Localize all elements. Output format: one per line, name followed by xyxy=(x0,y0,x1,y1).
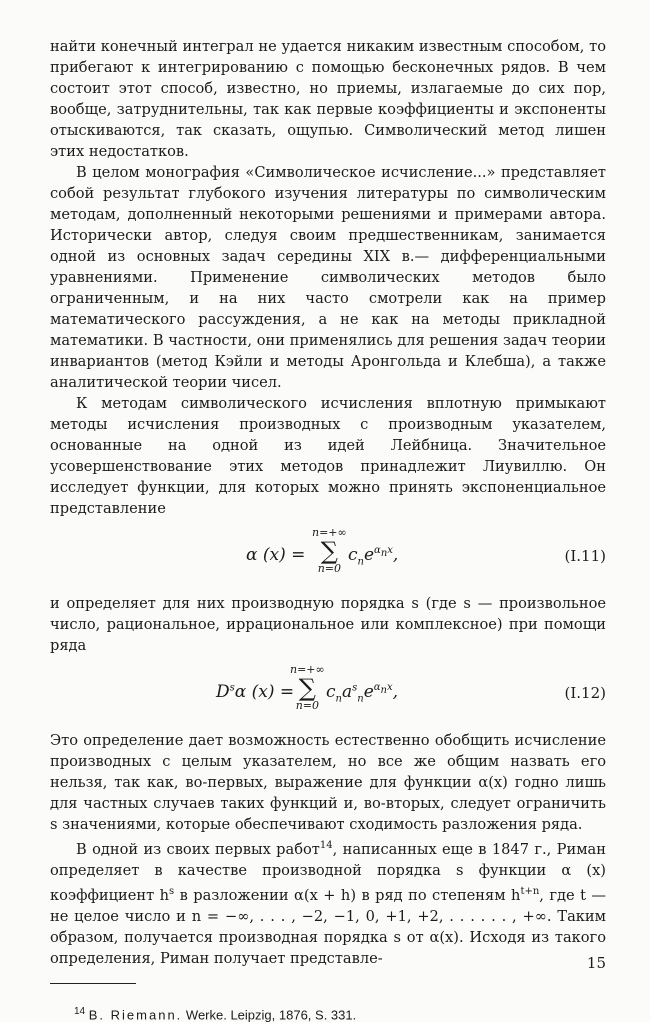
eq1-exp: αnx xyxy=(374,545,393,560)
paragraph-4: и определяет для них производную порядка s (где s — произвольное число, рациональное, иррациональное или комплексное) при помощи ряда xyxy=(50,595,606,654)
equation-i12 xyxy=(50,656,606,730)
eq2-number: (I.12) xyxy=(564,684,606,702)
paragraph-3: К методам символического исчисления вплотную примыкают методы исчисления производных с производным указателем, основанные на одной из идей Лейбница. Значительное усовершенствование этих методов принадлежит Лиувиллю. Он исследует функции, для которых можно принять экспоненциальное представление xyxy=(50,395,606,517)
eq2-rhs: $c_na^s_ne^{\alpha_nx}$, xyxy=(326,682,399,705)
eq1-comma: , xyxy=(392,545,399,565)
footnote-rule xyxy=(50,983,136,984)
eq2-sigma: ∑ xyxy=(298,674,316,702)
footnote-text: Werke. Leipzig, 1876, S. 331. xyxy=(182,1007,357,1022)
eq1-c: c xyxy=(348,545,358,565)
eq1-e: e xyxy=(363,545,375,565)
page-body xyxy=(50,36,606,1022)
eq1-c-sub: n xyxy=(357,556,364,568)
eq1-number: (I.11) xyxy=(564,547,606,565)
equation-i11 xyxy=(50,519,606,593)
eq2-upper-limit: n=+∞ xyxy=(290,663,325,676)
footnote xyxy=(50,1006,606,1022)
eq1-rhs xyxy=(348,545,398,567)
paragraph-2: В целом монография «Символическое исчисление...» представляет собой результат глубокого изучения литературы по символическим методам, дополненный некоторыми решениями и примерами автора. Исторически автор, следуя своим предшественникам, занимается одной из основных задач середины XIX в.— дифференциальными уравнениями. Применение символических методов было ограниченным, и на них часто смотрели как на пример математического рассуждения, а не как на методы прикладной математики. В частности, они применялись для решения задач теории инвариантов (метод Кэйли и методы Аронгольда и Клебша), а также аналитической теории чисел. xyxy=(50,164,606,391)
eq2-lhs: $D^s\alpha$ (x) = xyxy=(216,682,295,702)
eq1-lhs: α (x) = xyxy=(246,545,306,565)
eq2-lower-limit: n=0 xyxy=(295,699,319,712)
eq1-lower-limit: n=0 xyxy=(317,562,341,575)
eq2-sum xyxy=(290,664,325,712)
footnote-ref[interactable]: 14 xyxy=(319,840,333,851)
eq1-upper-limit: n=+∞ xyxy=(312,526,347,539)
footnote-author: B. Riemann. xyxy=(88,1007,183,1022)
eq1-sum xyxy=(312,527,347,575)
footnote-marker: 14 xyxy=(74,1005,86,1017)
paragraph-5: Это определение дает возможность естественно обобщить исчисление производных с целым указателем, но все же общим назвать его нельзя, так как, во-первых, выражение для функции α(x) годно лишь для частных случаев таких функций и, во-вторых, следует ограничить s значениями, которые обеспечивают сходимость разложения ряда. xyxy=(50,732,606,833)
paragraph-6: В одной из своих первых работ$^{14}$, написанных еще в 1847 г., Риман определяет в качестве производной порядка s функции α (x) коэффициент $h^s$ в разложении α(x + h) в ряд по степеням $h^{t+n}$, где t — не целое число и n = −∞, . . . , −2, −1, 0, +1, +2, . . . . . . , +∞. Таким образом, получается производная порядка s от α(x). Исходя из такого определения, Риман получает представле- xyxy=(50,840,606,967)
page-number: 15 xyxy=(586,954,606,972)
paragraph-1: найти конечный интеграл не удается никаким известным способом, то прибегают к интегрированию с помощью бесконечных рядов. В чем состоит этот способ, известно, но приемы, излагаемые до сих пор, вообще, затруднительны, так как первые коэффициенты и экспоненты отыскиваются, так сказать, ощупью. Символический метод лишен этих недостатков. xyxy=(50,38,606,160)
eq1-sigma: ∑ xyxy=(320,537,338,565)
